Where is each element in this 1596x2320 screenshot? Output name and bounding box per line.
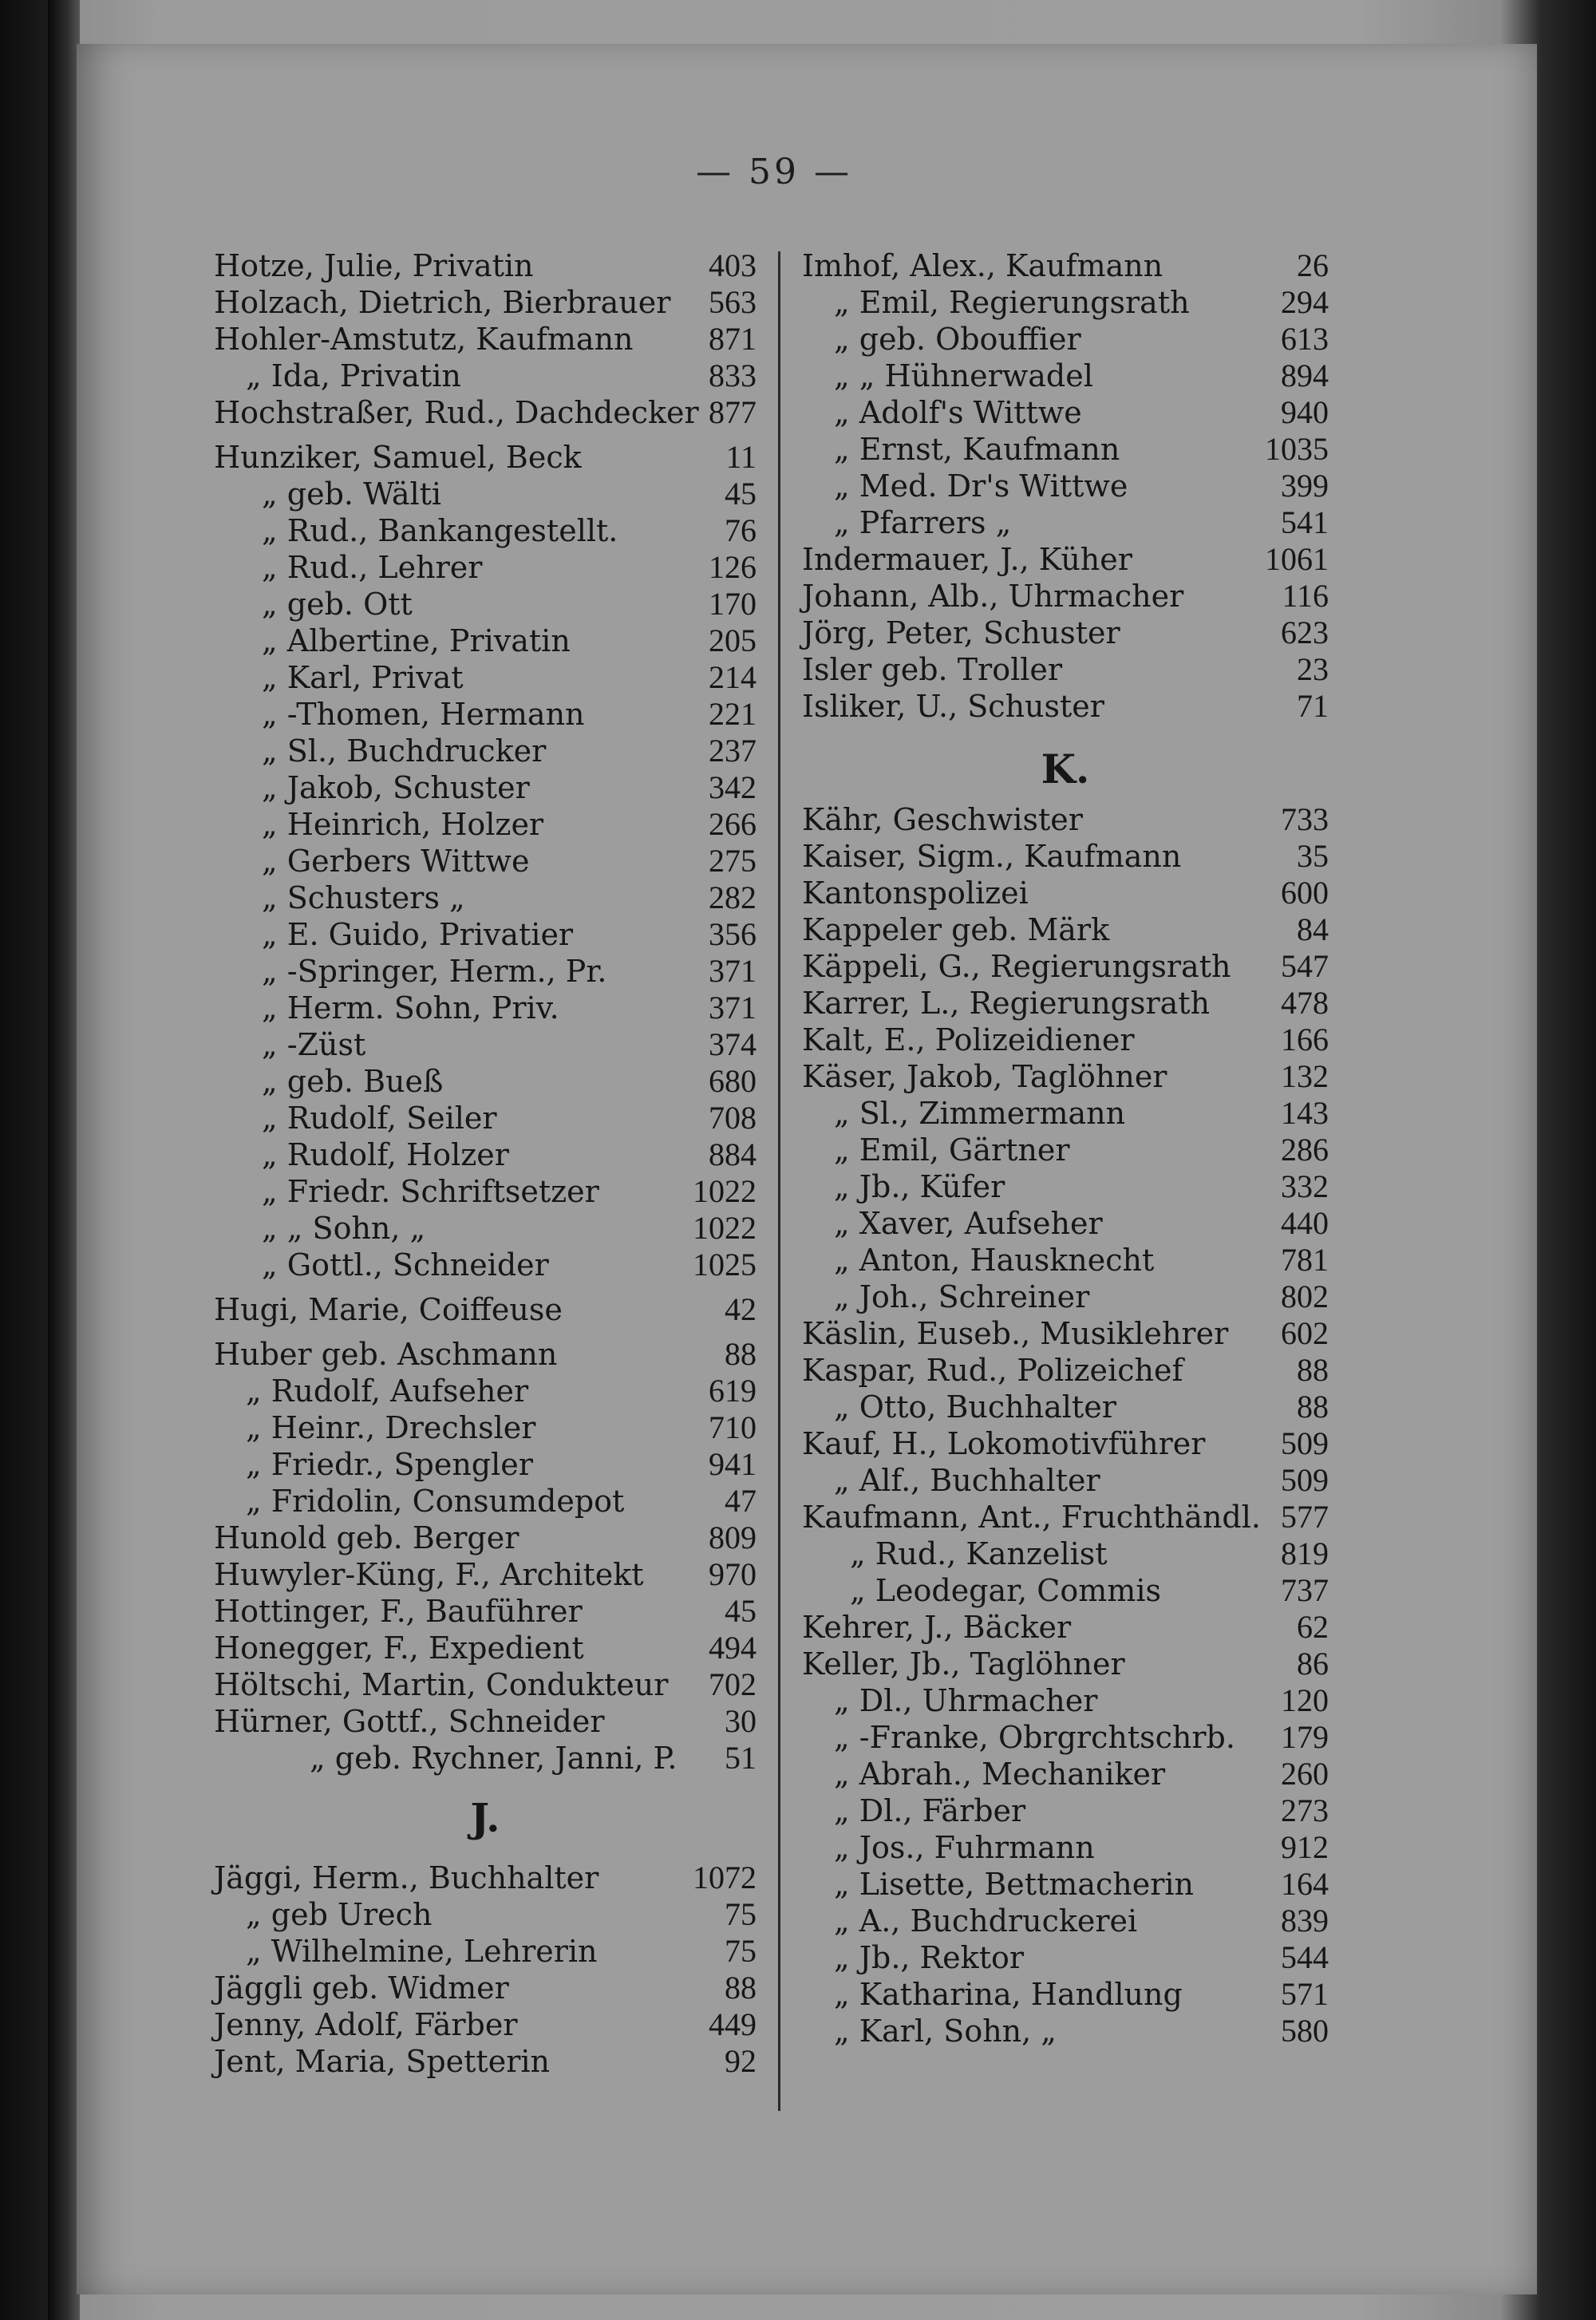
- entry-house-number: 51: [725, 1740, 757, 1776]
- directory-entry: [802, 1462, 1329, 1499]
- directory-entry: [214, 1373, 757, 1409]
- entry-name: „ Rudolf, Holzer: [262, 1137, 509, 1172]
- entry-name: „ Gottl., Schneider: [262, 1247, 549, 1283]
- page-number: — 59 —: [696, 152, 852, 192]
- directory-entry: [802, 948, 1329, 985]
- entry-house-number: 179: [1281, 1719, 1329, 1755]
- directory-entry: [802, 1425, 1329, 1462]
- entry-name: „ Joh., Schreiner: [834, 1279, 1090, 1314]
- directory-entry: [802, 1535, 1329, 1572]
- entry-house-number: 88: [1297, 1389, 1329, 1425]
- entry-house-number: 623: [1281, 615, 1329, 650]
- directory-entry: [214, 247, 757, 284]
- directory-entry: [802, 1205, 1329, 1242]
- entry-name: „ Schusters „: [262, 880, 465, 915]
- directory-entry: [802, 284, 1329, 321]
- directory-entry: [214, 916, 757, 953]
- entry-house-number: 275: [709, 843, 757, 879]
- directory-entry: [214, 549, 757, 586]
- entry-name: „ Sl., Zimmermann: [834, 1096, 1126, 1131]
- entry-name: Jenny, Adolf, Färber: [214, 2007, 518, 2042]
- entry-house-number: 126: [709, 549, 757, 585]
- entry-name: Käppeli, G., Regierungsrath: [802, 949, 1231, 984]
- entry-name: Hunold geb. Berger: [214, 1520, 519, 1555]
- entry-name: „ -Thomen, Hermann: [262, 697, 585, 732]
- directory-entry: [802, 504, 1329, 541]
- entry-house-number: 75: [725, 1933, 757, 1969]
- entry-house-number: 260: [1281, 1756, 1329, 1792]
- directory-entry: [214, 659, 757, 696]
- directory-entry: [214, 1933, 757, 1970]
- entry-house-number: 76: [725, 512, 757, 548]
- entry-name: Imhof, Alex., Kaufmann: [802, 248, 1163, 283]
- directory-entry: [802, 1976, 1329, 2013]
- entry-house-number: 86: [1297, 1646, 1329, 1682]
- directory-entry: [802, 1279, 1329, 1315]
- directory-entry: [214, 2006, 757, 2043]
- directory-entry: [214, 394, 757, 431]
- entry-house-number: 912: [1281, 1829, 1329, 1865]
- directory-entry: [214, 1860, 757, 1896]
- directory-entry: [802, 1095, 1329, 1132]
- directory-entry: [214, 1896, 757, 1933]
- entry-house-number: 237: [709, 733, 757, 769]
- directory-entry: [214, 284, 757, 321]
- directory-entry: [214, 586, 757, 622]
- entry-name: Kaiser, Sigm., Kaufmann: [802, 839, 1182, 874]
- entry-house-number: 26: [1297, 247, 1329, 283]
- entry-house-number: 266: [709, 806, 757, 842]
- entry-name: Huber geb. Aschmann: [214, 1337, 558, 1372]
- directory-entry: [802, 1389, 1329, 1425]
- entry-name: Jörg, Peter, Schuster: [802, 615, 1120, 650]
- entry-name: „ Otto, Buchhalter: [834, 1389, 1116, 1425]
- directory-entry: [802, 1315, 1329, 1352]
- entry-name: „ Alf., Buchhalter: [834, 1463, 1100, 1498]
- entry-house-number: 75: [725, 1896, 757, 1932]
- left-j-entries: [214, 1860, 757, 2080]
- entry-house-number: 143: [1281, 1095, 1329, 1131]
- entry-name: „ Rud., Bankangestellt.: [262, 513, 618, 548]
- entry-house-number: 47: [725, 1483, 757, 1519]
- entry-name: „ Jos., Fuhrmann: [834, 1830, 1095, 1865]
- directory-entry: [802, 1792, 1329, 1829]
- entry-house-number: 702: [709, 1666, 757, 1702]
- entry-house-number: 619: [709, 1373, 757, 1409]
- entry-house-number: 478: [1281, 985, 1329, 1021]
- directory-entry: [802, 1132, 1329, 1168]
- right-k-entries: [802, 801, 1329, 2049]
- entry-house-number: 45: [725, 1593, 757, 1629]
- entry-house-number: 440: [1281, 1205, 1329, 1241]
- entry-name: Kähr, Geschwister: [802, 802, 1083, 837]
- directory-entry: [214, 1210, 757, 1247]
- entry-name: „ Heinr., Drechsler: [246, 1410, 536, 1445]
- entry-house-number: 286: [1281, 1132, 1329, 1168]
- directory-entry: [214, 696, 757, 733]
- entry-house-number: 170: [709, 586, 757, 622]
- entry-name: Karrer, L., Regierungsrath: [802, 986, 1211, 1021]
- entry-house-number: 449: [709, 2006, 757, 2042]
- entry-name: „ geb. Rychner, Janni, P.: [310, 1741, 678, 1776]
- directory-entry: [214, 1593, 757, 1630]
- entry-name: „ Jb., Küfer: [834, 1169, 1005, 1204]
- entry-house-number: 42: [725, 1291, 757, 1327]
- directory-entry: [802, 1242, 1329, 1279]
- entry-house-number: 132: [1281, 1058, 1329, 1094]
- directory-entry: [802, 1058, 1329, 1095]
- entry-name: „ Heinrich, Holzer: [262, 807, 544, 842]
- directory-entry: [214, 1740, 757, 1777]
- directory-entry: [802, 1352, 1329, 1389]
- directory-entry: [802, 651, 1329, 688]
- entry-house-number: 541: [1281, 504, 1329, 540]
- entry-name: „ geb Urech: [246, 1897, 433, 1932]
- entry-house-number: 940: [1281, 394, 1329, 430]
- directory-entry: [802, 911, 1329, 948]
- entry-name: Hürner, Gottf., Schneider: [214, 1704, 605, 1739]
- left-h-entries: [214, 247, 757, 1777]
- entry-house-number: 509: [1281, 1462, 1329, 1498]
- directory-entry: [802, 1646, 1329, 1682]
- entry-name: „ „ Sohn, „: [262, 1211, 426, 1246]
- entry-name: „ Leodegar, Commis: [850, 1573, 1161, 1608]
- directory-entry: [214, 1409, 757, 1446]
- entry-house-number: 1061: [1265, 541, 1329, 577]
- entry-name: „ Friedr. Schriftsetzer: [262, 1174, 599, 1209]
- entry-name: Hochstraßer, Rud., Dachdecker: [214, 395, 699, 430]
- directory-entry: [802, 321, 1329, 358]
- directory-entry: [214, 1100, 757, 1136]
- entry-house-number: 494: [709, 1630, 757, 1666]
- entry-house-number: 45: [725, 476, 757, 512]
- entry-name: Jent, Maria, Spetterin: [214, 2044, 550, 2079]
- directory-entry: [214, 879, 757, 916]
- directory-entry: [214, 358, 757, 394]
- entry-name: „ A., Buchdruckerei: [834, 1903, 1138, 1939]
- entry-name: „ geb. Ott: [262, 587, 413, 622]
- entry-house-number: 737: [1281, 1572, 1329, 1608]
- directory-entry: [214, 843, 757, 879]
- entry-name: „ Anton, Hausknecht: [834, 1243, 1155, 1278]
- entry-house-number: 332: [1281, 1168, 1329, 1204]
- entry-house-number: 342: [709, 769, 757, 805]
- directory-entry: [214, 990, 757, 1026]
- entry-house-number: 221: [709, 696, 757, 732]
- section-heading-j: J.: [470, 1794, 500, 1841]
- entry-name: Höltschi, Martin, Condukteur: [214, 1667, 669, 1702]
- entry-house-number: 62: [1297, 1609, 1329, 1645]
- entry-house-number: 894: [1281, 358, 1329, 393]
- entry-name: „ Ernst, Kaufmann: [834, 432, 1120, 467]
- directory-entry: [802, 1499, 1329, 1535]
- directory-entry: [802, 838, 1329, 875]
- entry-house-number: 871: [709, 321, 757, 357]
- entry-house-number: 116: [1282, 578, 1329, 614]
- entry-house-number: 600: [1281, 875, 1329, 911]
- entry-name: Johann, Alb., Uhrmacher: [802, 579, 1184, 614]
- entry-house-number: 88: [725, 1970, 757, 2006]
- entry-name: Kaufmann, Ant., Fruchthändl.: [802, 1500, 1261, 1535]
- entry-name: „ Sl., Buchdrucker: [262, 733, 547, 769]
- entry-name: „ Albertine, Privatin: [262, 623, 571, 658]
- directory-entry: [802, 1168, 1329, 1205]
- entry-name: „ Rud., Lehrer: [262, 550, 483, 585]
- entry-house-number: 399: [1281, 468, 1329, 504]
- entry-name: „ Rudolf, Aufseher: [246, 1373, 529, 1409]
- entry-house-number: 577: [1281, 1499, 1329, 1535]
- entry-name: „ Dl., Uhrmacher: [834, 1683, 1098, 1718]
- entry-name: Isler geb. Troller: [802, 652, 1063, 687]
- directory-entry: [802, 1719, 1329, 1756]
- directory-entry: [802, 1939, 1329, 1976]
- entry-house-number: 1022: [693, 1210, 757, 1246]
- directory-entry: [214, 1063, 757, 1100]
- entry-house-number: 613: [1281, 321, 1329, 357]
- directory-entry: [214, 1291, 757, 1328]
- entry-house-number: 166: [1281, 1022, 1329, 1057]
- entry-name: „ geb. Bueß: [262, 1064, 444, 1099]
- entry-name: „ Ida, Privatin: [246, 358, 461, 393]
- directory-entry: [802, 875, 1329, 911]
- entry-house-number: 1022: [693, 1173, 757, 1209]
- directory-entry: [214, 1336, 757, 1373]
- entry-name: Hunziker, Samuel, Beck: [214, 440, 582, 475]
- entry-name: Honegger, F., Expedient: [214, 1630, 584, 1666]
- entry-name: Kalt, E., Polizeidiener: [802, 1022, 1135, 1057]
- right-i-entries: [802, 247, 1329, 725]
- directory-entry: [214, 1703, 757, 1740]
- directory-entry: [802, 1572, 1329, 1609]
- entry-house-number: 571: [1281, 1976, 1329, 2012]
- directory-entry: [214, 622, 757, 659]
- entry-name: „ Karl, Sohn, „: [834, 2014, 1057, 2049]
- directory-entry: [802, 801, 1329, 838]
- entry-name: „ Jb., Rektor: [834, 1940, 1025, 1975]
- entry-name: Jäggli geb. Widmer: [214, 1970, 509, 2006]
- entry-house-number: 563: [709, 284, 757, 320]
- entry-house-number: 602: [1281, 1315, 1329, 1351]
- entry-house-number: 205: [709, 622, 757, 658]
- entry-name: Jäggi, Herm., Buchhalter: [214, 1860, 599, 1895]
- entry-name: Holzach, Dietrich, Bierbrauer: [214, 285, 671, 320]
- directory-entry: [214, 2043, 757, 2080]
- entry-house-number: 92: [725, 2043, 757, 2079]
- entry-house-number: 1072: [693, 1860, 757, 1895]
- entry-house-number: 35: [1297, 838, 1329, 874]
- entry-house-number: 781: [1281, 1242, 1329, 1278]
- entry-name: Keller, Jb., Taglöhner: [802, 1646, 1125, 1682]
- entry-house-number: 282: [709, 879, 757, 915]
- entry-name: Kantonspolizei: [802, 875, 1029, 911]
- entry-name: „ Lisette, Bettmacherin: [834, 1867, 1195, 1902]
- directory-entry: [802, 615, 1329, 651]
- entry-house-number: 371: [709, 953, 757, 989]
- directory-entry: [214, 1026, 757, 1063]
- entry-name: „ Rudolf, Seiler: [262, 1101, 497, 1136]
- entry-house-number: 403: [709, 247, 757, 283]
- entry-house-number: 356: [709, 916, 757, 952]
- entry-house-number: 23: [1297, 651, 1329, 687]
- entry-name: Kauf, H., Lokomotivführer: [802, 1426, 1206, 1461]
- entry-house-number: 374: [709, 1026, 757, 1062]
- entry-house-number: 708: [709, 1100, 757, 1136]
- directory-entry: [214, 1483, 757, 1520]
- entry-house-number: 877: [709, 394, 757, 430]
- entry-house-number: 214: [709, 659, 757, 695]
- entry-house-number: 294: [1281, 284, 1329, 320]
- entry-house-number: 509: [1281, 1425, 1329, 1461]
- left-column: [214, 247, 757, 2080]
- entry-house-number: 710: [709, 1409, 757, 1445]
- directory-entry: [802, 1866, 1329, 1903]
- directory-entry: [214, 321, 757, 358]
- entry-house-number: 371: [709, 990, 757, 1026]
- entry-name: „ -Züst: [262, 1027, 366, 1062]
- directory-entry: [802, 1682, 1329, 1719]
- entry-house-number: 1025: [693, 1247, 757, 1283]
- directory-entry: [802, 358, 1329, 394]
- entry-name: Kappeler geb. Märk: [802, 912, 1110, 947]
- directory-entry: [802, 985, 1329, 1022]
- directory-entry: [802, 247, 1329, 284]
- entry-house-number: 941: [709, 1446, 757, 1482]
- directory-entry: [214, 476, 757, 512]
- entry-name: Hohler-Amstutz, Kaufmann: [214, 322, 634, 357]
- right-column: [802, 247, 1329, 2049]
- column-divider: [778, 251, 780, 2111]
- entry-name: Käslin, Euseb., Musiklehrer: [802, 1316, 1229, 1351]
- directory-entry: [214, 1556, 757, 1593]
- entry-house-number: 819: [1281, 1535, 1329, 1571]
- directory-entry: [802, 541, 1329, 578]
- entry-house-number: 809: [709, 1520, 757, 1555]
- entry-name: „ Herm. Sohn, Priv.: [262, 990, 559, 1026]
- entry-name: „ Friedr., Spengler: [246, 1447, 533, 1482]
- entry-house-number: 120: [1281, 1682, 1329, 1718]
- entry-name: „ E. Guido, Privatier: [262, 917, 574, 952]
- entry-house-number: 884: [709, 1136, 757, 1172]
- directory-entry: [214, 1247, 757, 1283]
- entry-house-number: 802: [1281, 1279, 1329, 1314]
- entry-name: „ Katharina, Handlung: [834, 1977, 1183, 2012]
- directory-entry: [802, 1022, 1329, 1058]
- entry-name: „ geb. Wälti: [262, 476, 442, 512]
- directory-entry: [214, 1970, 757, 2006]
- directory-entry: [802, 1829, 1329, 1866]
- directory-entry: [802, 688, 1329, 725]
- entry-name: „ Emil, Gärtner: [834, 1132, 1070, 1168]
- directory-entry: [214, 733, 757, 769]
- book-gutter: [48, 0, 80, 2320]
- entry-name: „ „ Hühnerwadel: [834, 358, 1093, 393]
- entry-name: „ Gerbers Wittwe: [262, 844, 530, 879]
- entry-name: „ geb. Obouffier: [834, 322, 1081, 357]
- entry-name: „ Emil, Regierungsrath: [834, 285, 1190, 320]
- entry-house-number: 547: [1281, 948, 1329, 984]
- directory-entry: [802, 578, 1329, 615]
- entry-house-number: 30: [725, 1703, 757, 1739]
- entry-name: „ Wilhelmine, Lehrerin: [246, 1934, 598, 1969]
- entry-house-number: 839: [1281, 1903, 1329, 1939]
- directory-entry: [214, 806, 757, 843]
- directory-entry: [214, 512, 757, 549]
- entry-name: „ Fridolin, Consumdepot: [246, 1484, 625, 1519]
- entry-name: Isliker, U., Schuster: [802, 689, 1104, 724]
- directory-entry: [214, 1630, 757, 1666]
- entry-name: „ Abrah., Mechaniker: [834, 1757, 1166, 1792]
- entry-name: „ Adolf's Wittwe: [834, 395, 1082, 430]
- entry-name: „ Karl, Privat: [262, 660, 464, 695]
- directory-entry: [802, 2013, 1329, 2049]
- directory-entry: [214, 439, 757, 476]
- entry-house-number: 1035: [1265, 431, 1329, 467]
- entry-house-number: 164: [1281, 1866, 1329, 1902]
- entry-name: „ Xaver, Aufseher: [834, 1206, 1103, 1241]
- entry-name: Hottinger, F., Bauführer: [214, 1594, 583, 1629]
- directory-entry: [214, 1136, 757, 1173]
- entry-name: „ Jakob, Schuster: [262, 770, 530, 805]
- entry-house-number: 71: [1297, 688, 1329, 724]
- entry-name: „ Med. Dr's Wittwe: [834, 468, 1128, 504]
- entry-name: Kehrer, J., Bäcker: [802, 1610, 1072, 1645]
- entry-name: Kaspar, Rud., Polizeichef: [802, 1353, 1183, 1388]
- entry-name: Hugi, Marie, Coiffeuse: [214, 1292, 563, 1327]
- entry-name: „ Pfarrers „: [834, 505, 1012, 540]
- entry-house-number: 544: [1281, 1939, 1329, 1975]
- entry-name: „ -Franke, Obrgrchtschrb.: [834, 1720, 1235, 1755]
- entry-house-number: 84: [1297, 911, 1329, 947]
- entry-house-number: 733: [1281, 801, 1329, 837]
- entry-house-number: 580: [1281, 2013, 1329, 2049]
- entry-house-number: 273: [1281, 1792, 1329, 1828]
- entry-house-number: 833: [709, 358, 757, 393]
- entry-name: „ Rud., Kanzelist: [850, 1536, 1108, 1571]
- entry-name: Huwyler-Küng, F., Architekt: [214, 1557, 644, 1592]
- directory-entry: [802, 431, 1329, 468]
- entry-house-number: 970: [709, 1556, 757, 1592]
- directory-entry: [214, 769, 757, 806]
- entry-house-number: 88: [725, 1336, 757, 1372]
- entry-name: „ -Springer, Herm., Pr.: [262, 954, 607, 989]
- entry-name: „ Dl., Färber: [834, 1793, 1026, 1828]
- directory-entry: [214, 953, 757, 990]
- directory-entry: [802, 1903, 1329, 1939]
- directory-entry: [214, 1666, 757, 1703]
- directory-entry: [214, 1520, 757, 1556]
- entry-house-number: 680: [709, 1063, 757, 1099]
- directory-entry: [802, 468, 1329, 504]
- directory-entry: [802, 394, 1329, 431]
- entry-name: Hotze, Julie, Privatin: [214, 248, 534, 283]
- entry-house-number: 11: [725, 439, 757, 475]
- directory-entry: [214, 1173, 757, 1210]
- entry-house-number: 88: [1297, 1352, 1329, 1388]
- directory-entry: [214, 1446, 757, 1483]
- entry-name: Indermauer, J., Küher: [802, 542, 1132, 577]
- directory-entry: [802, 1609, 1329, 1646]
- section-heading-k: K.: [1041, 745, 1090, 792]
- directory-entry: [802, 1756, 1329, 1792]
- entry-name: Käser, Jakob, Taglöhner: [802, 1059, 1167, 1094]
